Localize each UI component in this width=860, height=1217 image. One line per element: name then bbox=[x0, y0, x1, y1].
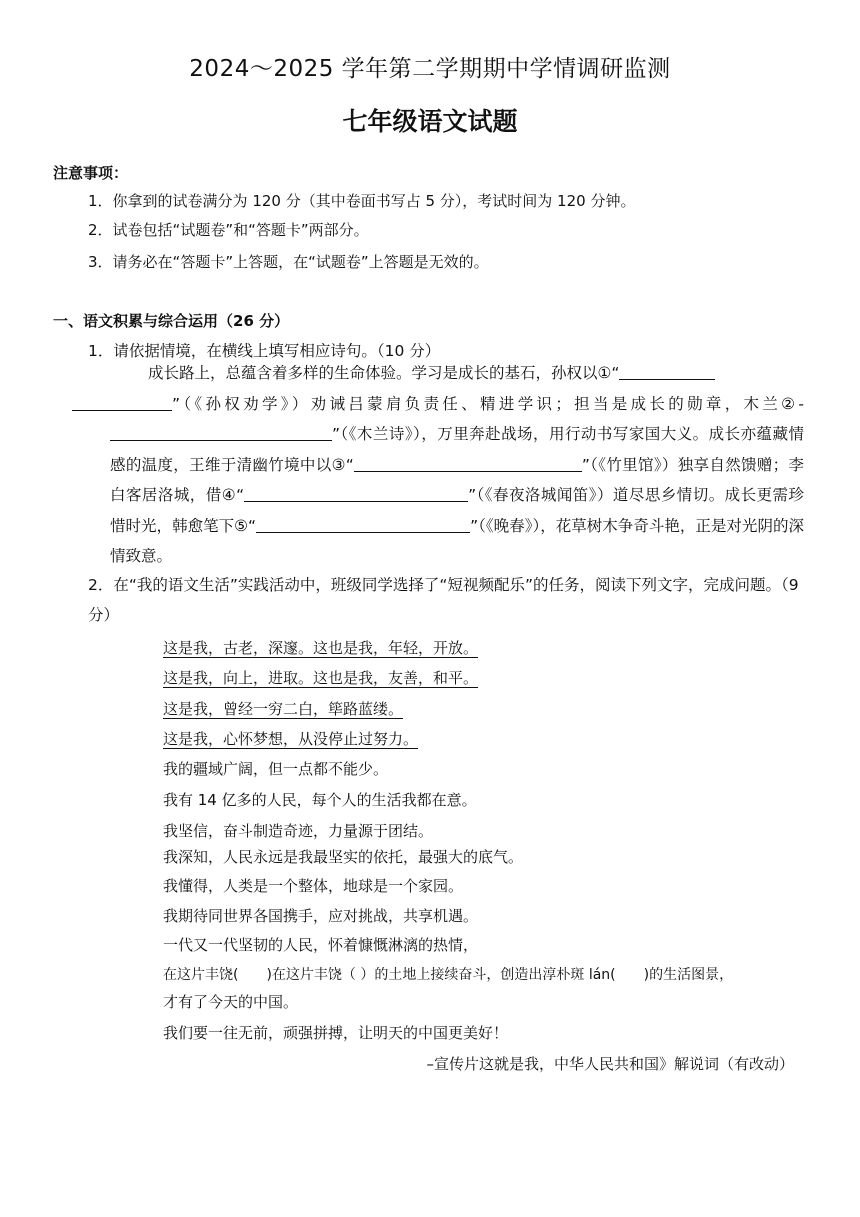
poem-line: 我深知，人民永远是我最坚实的依托，最强大的底气。 bbox=[163, 848, 524, 866]
poem-line: 一代又一代坚韧的人民，怀着慷慨淋漓的热情， bbox=[163, 936, 479, 954]
passage-text: ”（《孙权劝学》）劝诫吕蒙肩负责任、精进学识；担当是成长的勋章，木兰②- bbox=[172, 394, 804, 413]
source-citation: –宣传片这就是我，中华人民共和国》解说词（有改动） bbox=[426, 1055, 794, 1073]
answer-blank-1[interactable] bbox=[619, 361, 715, 380]
poem-line: 我坚信，奋斗制造奇迹，力量源于团结。 bbox=[163, 822, 434, 840]
passage-text: ”（《木兰诗》），万里奔赴战场，用行动书写家国大义。成长亦蕴藏情感的温度，王维于清幽竹境中以③“ bbox=[110, 425, 804, 474]
poem-line: 我期待同世界各国携手，应对挑战，共享机遇。 bbox=[163, 907, 479, 925]
answer-blank-5-cont[interactable] bbox=[434, 514, 470, 533]
question-1-passage bbox=[110, 358, 804, 572]
question-2-stem: 2．在“我的语文生活”实践活动中，班级同学选择了“短视频配乐”的任务，阅读下列文字，完成问题。（9 分） bbox=[88, 576, 799, 624]
question-1-stem: 1．请依据情境，在横线上填写相应诗句。（10 分） bbox=[88, 342, 441, 360]
passage-text: ”（《春夜洛城闻笛》）道尽思乡情切。成长更需珍惜时光，韩愈笔下⑤“ bbox=[110, 486, 804, 535]
answer-blank-2[interactable] bbox=[110, 422, 332, 441]
underlined-line: 这是我，向上，进取。这也是我，友善，和平。 bbox=[163, 669, 479, 687]
notice-item: 1．你拿到的试卷满分为 120 分（其中卷面书写占 5 分），考试时间为 120 分钟。 bbox=[88, 192, 636, 210]
section-heading: 一、语文积累与综合运用（26 分） bbox=[53, 312, 290, 330]
passage-text: ”（《竹里馆》）独享自然馈赠；李白客居洛城，借④“ bbox=[110, 455, 805, 504]
passage-text: ”（《晚春》），花草树木争奇斗艳，正是对光阴的深情致意。 bbox=[110, 516, 804, 565]
notice-item: 2．试卷包括“试题卷”和“答题卡”两部分。 bbox=[88, 221, 369, 239]
poem-line: 我懂得，人类是一个整体，地球是一个家园。 bbox=[163, 877, 464, 895]
exam-subtitle: 七年级语文试题 bbox=[342, 107, 518, 136]
answer-blank-3[interactable] bbox=[354, 453, 582, 472]
poem-line: 我的疆域广阔，但一点都不能少。 bbox=[163, 760, 389, 778]
poem-line: 才有了今天的中国。 bbox=[163, 993, 299, 1011]
underlined-line: 这是我，心怀梦想，从没停止过努力。 bbox=[163, 730, 419, 748]
underlined-line: 这是我，古老，深邃。这也是我，年轻，开放。 bbox=[163, 639, 479, 657]
answer-blank-5[interactable] bbox=[256, 514, 434, 533]
passage-text: 成长路上，总蕴含着多样的生命体验。学习是成长的基石，孙权以①“ bbox=[148, 364, 620, 382]
answer-blank-4[interactable] bbox=[244, 483, 468, 502]
notice-heading: 注意事项： bbox=[53, 164, 129, 182]
answer-blank-1-cont[interactable] bbox=[72, 392, 172, 411]
exam-title: 2024～2025 学年第二学期期中学情调研监测 bbox=[189, 56, 671, 82]
poem-line: 我们要一往无前，顽强拼搏，让明天的中国更美好！ bbox=[163, 1024, 509, 1042]
poem-line-with-blanks: 在这片丰饶( )在这片丰饶（ ）的土地上接续奋斗，创造出淳朴斑 lán( )的生活图景， bbox=[163, 967, 734, 983]
underlined-line: 这是我，曾经一穷二白，筚路蓝缕。 bbox=[163, 700, 404, 718]
poem-line: 我有 14 亿多的人民，每个人的生活我都在意。 bbox=[163, 791, 477, 809]
notice-item: 3．请务必在“答题卡”上答题，在“试题卷”上答题是无效的。 bbox=[88, 253, 489, 271]
